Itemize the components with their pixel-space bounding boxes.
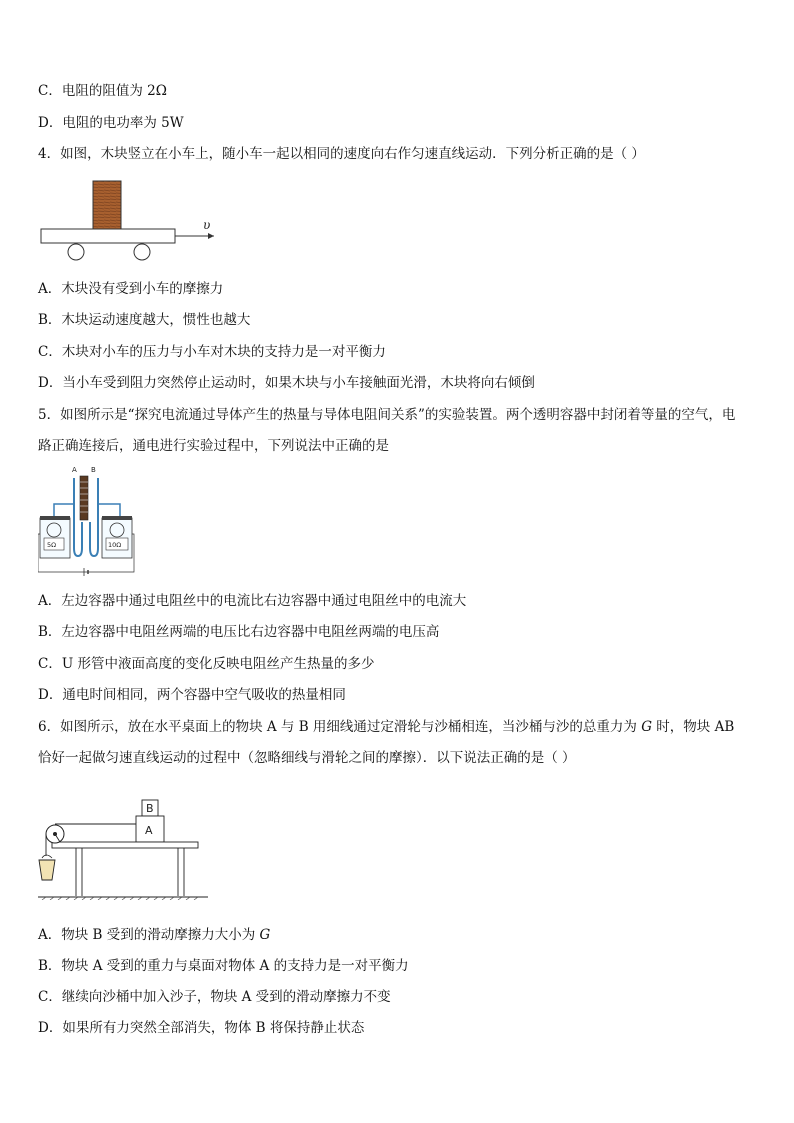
q5-option-a: A．左边容器中通过电阻丝中的电流比右边容器中通过电阻丝中的电流大 <box>38 593 467 609</box>
table-top <box>52 842 198 848</box>
q4-stem: 4．如图，木块竖立在小车上，随小车一起以相同的速度向右作匀速直线运动．下列分析正确的是（ ） <box>38 146 645 162</box>
cart-body <box>41 229 175 243</box>
velocity-label: υ <box>203 218 211 232</box>
tube-label-b: B <box>91 466 96 474</box>
cart-wheel-right <box>134 244 150 260</box>
q5-apparatus-figure <box>38 464 136 578</box>
q6-table-figure <box>38 796 208 900</box>
q5-option-c: C．U 形管中液面高度的变化反映电阻丝产生热量的多少 <box>38 656 375 672</box>
tube-label-a: A <box>72 466 77 474</box>
q6-option-d: D．如果所有力突然全部消失，物体 B 将保持静止状态 <box>38 1020 365 1036</box>
u-tube-right <box>90 478 98 556</box>
q6-var-g: G <box>641 719 653 735</box>
resistor-right-label: 10Ω <box>108 541 122 549</box>
q5-option-d: D．通电时间相同，两个容器中空气吸收的热量相同 <box>38 687 346 703</box>
q4-option-b: B．木块运动速度越大，惯性也越大 <box>38 312 251 328</box>
q6-stem-line2: 恰好一起做匀速直线运动的过程中（忽略细线与滑轮之间的摩擦）．以下说法正确的是（ ） <box>38 750 576 766</box>
scale-ruler <box>80 476 88 520</box>
q4-option-a: A．木块没有受到小车的摩擦力 <box>38 281 224 297</box>
cart-wheel-left <box>68 244 84 260</box>
sand-bucket <box>42 855 52 858</box>
q6-option-b: B．物块 A 受到的重力与桌面对物体 A 的支持力是一对平衡力 <box>38 958 409 974</box>
block-a-label: A <box>145 824 153 837</box>
q4-cart-figure <box>38 176 228 264</box>
resistor-left-label: 5Ω <box>47 541 57 549</box>
wood-block <box>93 181 121 229</box>
q3-option-d: D．电阻的电功率为 5W <box>38 115 184 131</box>
block-b-label: B <box>146 802 154 815</box>
q5-option-b: B．左边容器中电阻丝两端的电压比右边容器中电阻丝两端的电压高 <box>38 624 440 640</box>
q6-stem-line1: 6．如图所示，放在水平桌面上的物块 A 与 B 用细线通过定滑轮与沙桶相连，当沙桶与沙的总重力为 G 时，物块 AB <box>38 719 735 735</box>
q3-option-c: C．电阻的阻值为 2Ω <box>38 83 167 99</box>
q4-option-d: D．当小车受到阻力突然停止运动时，如果木块与小车接触面光滑，木块将向右倾倒 <box>38 375 535 391</box>
q6-option-a: A．物块 B 受到的滑动摩擦力大小为 G <box>38 927 271 943</box>
q4-option-c: C．木块对小车的压力与小车对木块的支持力是一对平衡力 <box>38 344 386 360</box>
q6-option-c: C．继续向沙桶中加入沙子，物块 A 受到的滑动摩擦力不变 <box>38 989 391 1005</box>
q5-stem-line1: 5．如图所示是“探究电流通过导体产生的热量与导体电阻间关系”的实验装置。两个透明容器中封闭着等量的空气，电 <box>38 407 736 423</box>
q5-stem-line2: 路正确连接后，通电进行实验过程中，下列说法中正确的是 <box>38 438 389 454</box>
